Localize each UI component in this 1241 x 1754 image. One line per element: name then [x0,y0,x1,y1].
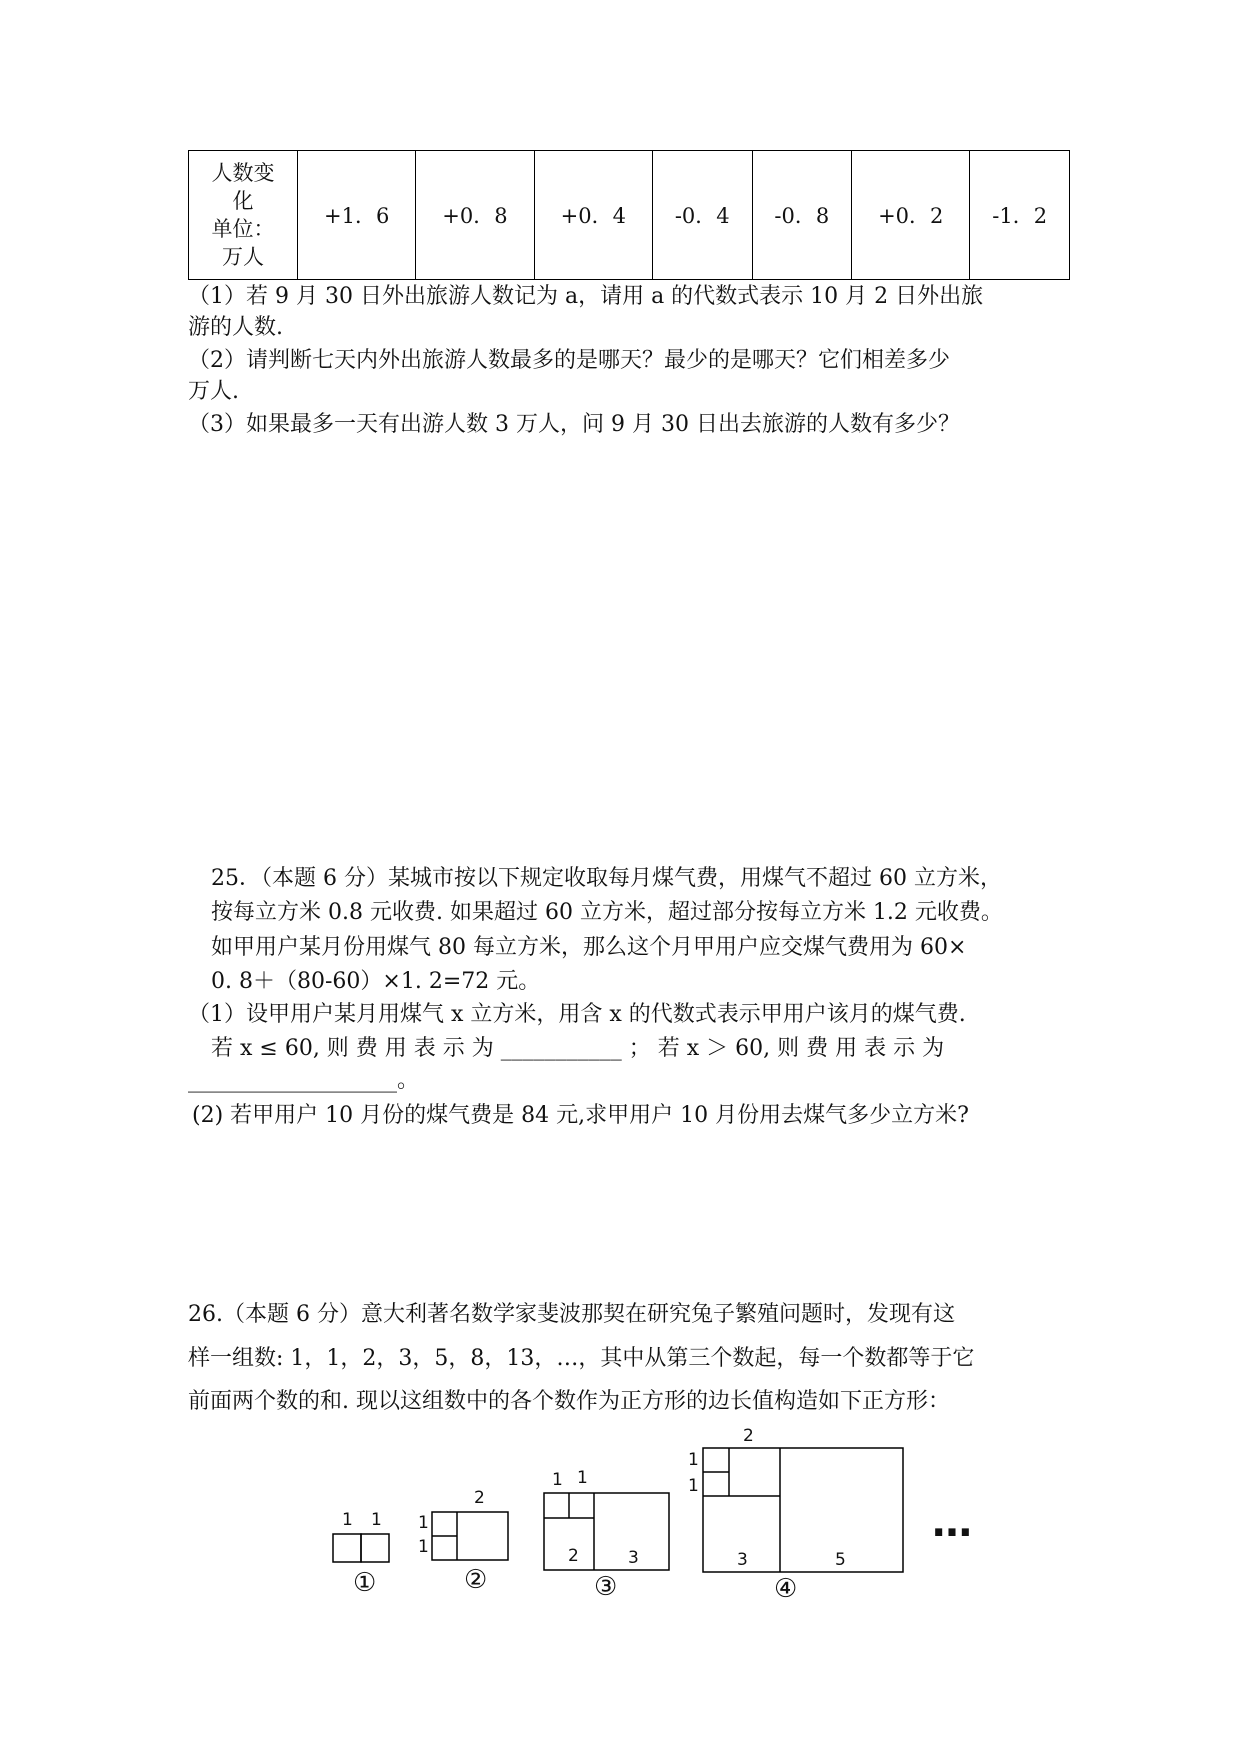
q24-part2-line2: 万人. [188,379,239,404]
fig2-side-label: 1 [418,1537,429,1557]
q25-part2: (2) 若甲用户 10 月份的煤气费是 84 元,求甲用户 10 月份用去煤气多少立方米? [192,1103,969,1128]
q25-line4: 0. 8＋（80-60）×1. 2=72 元。 [211,969,541,994]
fig3-side-label: 3 [628,1548,639,1568]
fig3-number-label: ③ [594,1572,618,1602]
fig1-square [333,1534,361,1562]
fig4-side-label: 1 [688,1476,699,1496]
q24-part2-line1: （2）请判断七天内外出旅游人数最多的是哪天？最少的是哪天？它们相差多少 [188,348,950,373]
fig2-side-label: 2 [474,1488,485,1508]
fig4-side-label: 2 [743,1426,754,1446]
table-cell: +0．2 [852,151,970,280]
fig2-side-label: 1 [418,1513,429,1533]
table-cell: +0．8 [416,151,534,280]
q25-line1: 25．（本题 6 分）某城市按以下规定收取每月煤气费，用煤气不超过 60 立方米， [211,866,1002,891]
table-cell: -0．4 [652,151,752,280]
fig4-side-label: 1 [688,1450,699,1470]
q26-line3: 前面两个数的和. 现以这组数中的各个数作为正方形的边长值构造如下正方形： [188,1389,950,1414]
fig4-side-label: 3 [737,1550,748,1570]
fig1-side-label: 1 [342,1510,353,1530]
table-cell: -0．8 [752,151,852,280]
fig1-square [361,1534,389,1562]
q25-line3: 如甲用户某月份用煤气 80 每立方米，那么这个月甲用户应交煤气费用为 60× [211,935,967,960]
q25-part1-blanks: 若 x ≤ 60, 则 费 用 表 示 为 ___________ ； 若 x ＞ 60, 则 费 用 表 示 为 [211,1036,945,1061]
fig4-side-label: 5 [835,1550,846,1570]
fig1-number-label: ① [353,1568,377,1598]
fig3-side-label: 2 [568,1546,579,1566]
table-cell: +1．6 [298,151,416,280]
fig3-outline [544,1493,669,1570]
q24-part3: （3）如果最多一天有出游人数 3 万人，问 9 月 30 日出去旅游的人数有多少？ [188,412,960,437]
fig4-outline [703,1448,903,1572]
q26-line1: 26.（本题 6 分）意大利著名数学家斐波那契在研究兔子繁殖问题时，发现有这 [188,1302,955,1327]
q24-part1-line1: （1）若 9 月 30 日外出旅游人数记为 a，请用 a 的代数式表示 10 月 2 日外出旅 [188,284,984,309]
q26-line2: 样一组数: 1，1，2，3，5，8，13，…，其中从第三个数起，每一个数都等于它 [188,1346,975,1371]
q25-part1-blank2: ___________________。 [188,1068,420,1093]
fig2-number-label: ② [464,1565,488,1595]
table-cell: +0．4 [534,151,652,280]
fig3-side-label: 1 [552,1470,563,1490]
fig3-side-label: 1 [577,1468,588,1488]
fig1-side-label: 1 [371,1510,382,1530]
table-cell: -1．2 [970,151,1070,280]
q25-line2: 按每立方米 0.8 元收费. 如果超过 60 立方米，超过部分按每立方米 1.2 元收费。 [211,900,1003,925]
ellipsis-text: … [932,1500,972,1546]
q24-part1-line2: 游的人数. [188,315,283,340]
table-header-cell: 人数变 化 单位： 万人 [189,151,298,280]
q25-part1: （1）设甲用户某月用煤气 x 立方米，用含 x 的代数式表示甲用户该月的煤气费. [188,1002,966,1027]
fig4-number-label: ④ [774,1574,798,1604]
